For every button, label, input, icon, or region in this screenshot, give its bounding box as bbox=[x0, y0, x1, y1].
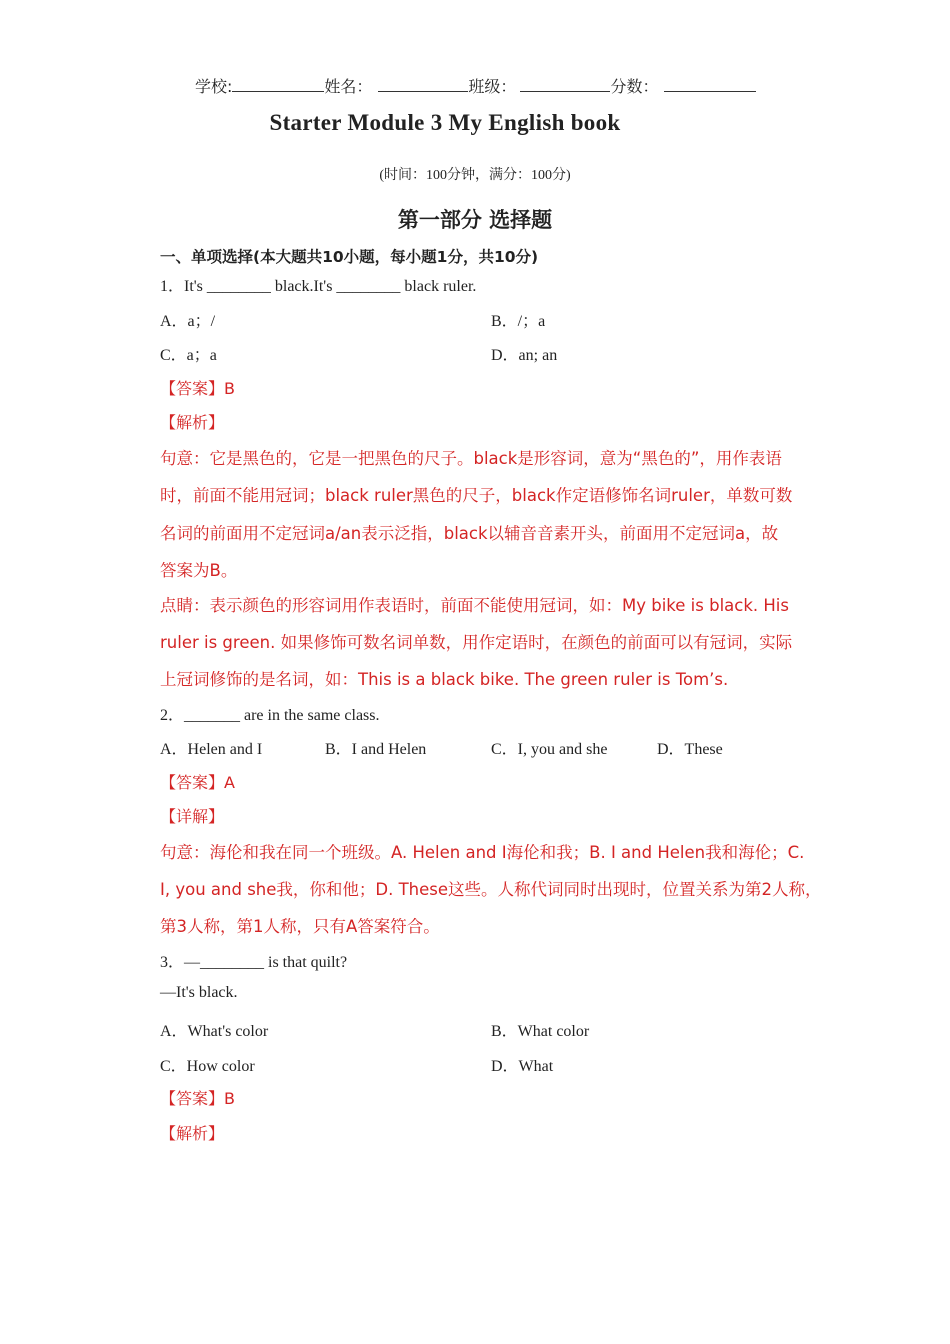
q3-option-d[interactable]: D．What bbox=[491, 1058, 554, 1075]
q1-answer: 【答案】B bbox=[160, 379, 235, 398]
q2-analysis-line: I, you and she我，你和他；D. These这些。人称代词同时出现时，位置关系为第2人称， bbox=[160, 880, 822, 899]
score-label: 分数： bbox=[610, 77, 659, 96]
name-field[interactable] bbox=[378, 76, 468, 92]
q1-tip-line: ruler is green. 如果修饰可数名词单数，用作定语时，在颜色的前面可以有冠词，实际 bbox=[160, 633, 793, 652]
q1-analysis-line: 句意：它是黑色的，它是一把黑色的尺子。black是形容词，意为“黑色的”，用作表语 bbox=[160, 449, 782, 468]
q3-option-a[interactable]: A．What's color bbox=[160, 1023, 269, 1040]
q1-option-b[interactable]: B．/；a bbox=[491, 313, 546, 330]
school-label: 学校: bbox=[195, 77, 233, 96]
time-note: (时间：100分钟，满分：100分) bbox=[379, 168, 571, 183]
q1-option-d[interactable]: D．an; an bbox=[491, 347, 558, 364]
class-field[interactable] bbox=[520, 76, 610, 92]
school-field[interactable] bbox=[232, 76, 324, 92]
q3-option-c[interactable]: C．How color bbox=[160, 1058, 255, 1075]
q2-option-a[interactable]: A．Helen and I bbox=[160, 741, 263, 758]
q1-analysis-line: 时，前面不能用冠词；black ruler黑色的尺子，black作定语修饰名词ruler，单数可数 bbox=[160, 486, 793, 505]
q1-option-a[interactable]: A．a；/ bbox=[160, 313, 216, 330]
q3-analysis-label: 【解析】 bbox=[160, 1124, 225, 1143]
class-label: 班级： bbox=[468, 77, 517, 96]
q1-analysis-line: 名词的前面用不定冠词a/an表示泛指，black以辅音音素开头，前面用不定冠词a，故 bbox=[160, 524, 779, 543]
section-title: 一、单项选择(本大题共10小题，每小题1分，共10分) bbox=[160, 248, 539, 266]
q2-stem: 2．_______ are in the same class. bbox=[160, 707, 380, 724]
q1-analysis-label: 【解析】 bbox=[160, 413, 225, 432]
q1-option-c[interactable]: C．a；a bbox=[160, 347, 217, 364]
q1-analysis-line: 答案为B。 bbox=[160, 561, 238, 580]
part-title: 第一部分 选择题 bbox=[397, 208, 553, 232]
q2-option-d[interactable]: D．These bbox=[657, 741, 723, 758]
student-info-header bbox=[195, 74, 756, 97]
q3-reply: —It's black. bbox=[160, 984, 238, 1001]
q3-answer: 【答案】B bbox=[160, 1089, 235, 1108]
q1-tip-line: 上冠词修饰的是名词，如：This is a black bike. The green ruler is Tom’s. bbox=[160, 670, 729, 689]
q2-option-c[interactable]: C．I, you and she bbox=[491, 741, 608, 758]
page-title: Starter Module 3 My English book bbox=[269, 110, 621, 135]
q1-stem: 1．It's ________ black.It's ________ black ruler. bbox=[160, 278, 477, 295]
q2-analysis-line: 句意：海伦和我在同一个班级。A. Helen and I海伦和我；B. I and Helen我和海伦；C. bbox=[160, 843, 805, 862]
q2-option-b[interactable]: B．I and Helen bbox=[325, 741, 427, 758]
q1-tip-line: 点睛：表示颜色的形容词用作表语时，前面不能使用冠词，如：My bike is black. His bbox=[160, 596, 789, 615]
score-field[interactable] bbox=[664, 76, 756, 92]
q3-stem: 3．—________ is that quilt? bbox=[160, 954, 348, 971]
q2-analysis-line: 第3人称，第1人称，只有A答案符合。 bbox=[160, 917, 440, 936]
q3-option-b[interactable]: B．What color bbox=[491, 1023, 590, 1040]
name-label: 姓名： bbox=[324, 77, 373, 96]
q2-analysis-label: 【详解】 bbox=[160, 807, 225, 826]
q2-answer: 【答案】A bbox=[160, 773, 235, 792]
